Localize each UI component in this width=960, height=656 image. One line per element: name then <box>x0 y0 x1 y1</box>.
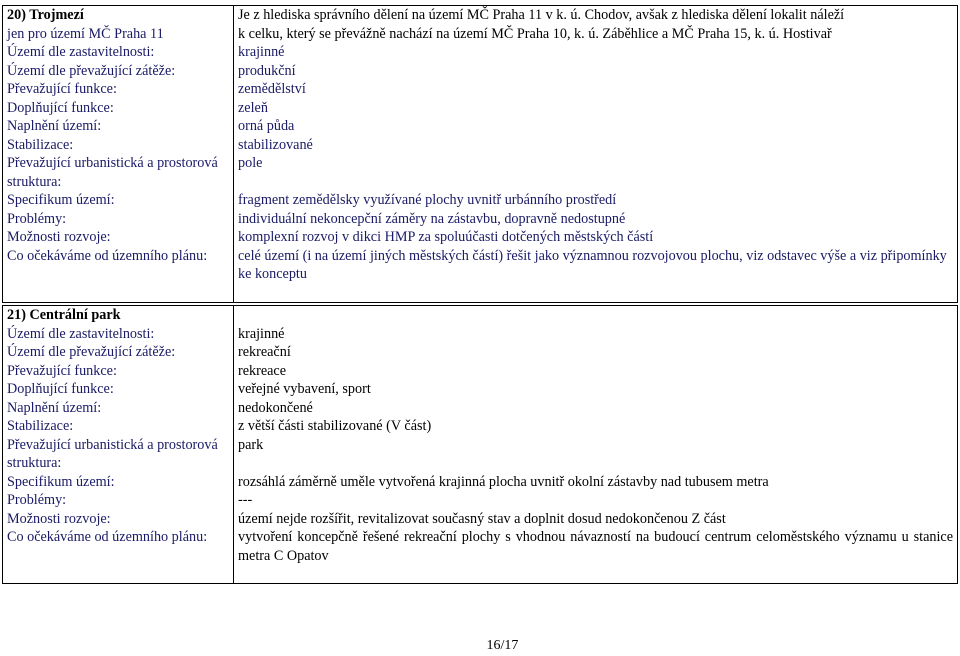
row-label: Převažující urbanistická a prostorová struktura: <box>3 436 234 473</box>
row-label: Území dle zastavitelnosti: <box>3 43 234 62</box>
row-value: celé území (i na území jiných městských částí) řešit jako významnou rozvojovou plochu, viz odstavec výše a viz připomínky ke konceptu <box>234 247 958 284</box>
row-value: stabilizované <box>234 136 958 155</box>
section-21-title: 21) Centrální park <box>7 307 121 323</box>
row-value: krajinné <box>234 325 958 344</box>
row-value: veřejné vybavení, sport <box>234 380 958 399</box>
section-21-table <box>2 305 958 584</box>
row-label: Problémy: <box>3 210 234 229</box>
row-label: Převažující urbanistická a prostorová struktura: <box>3 154 234 191</box>
row-value: rekreační <box>234 343 958 362</box>
row-label: Území dle převažující zátěže: <box>3 62 234 81</box>
row-label: Specifikum území: <box>3 191 234 210</box>
section-20-intro-line-1: Je z hlediska správního dělení na území MČ Praha 11 v k. ú. Chodov, avšak z hlediska dělení lokalit náleží <box>238 7 845 23</box>
section-20-subtitle: jen pro území MČ Praha 11 <box>7 25 164 42</box>
row-value: orná půda <box>234 117 958 136</box>
section-20-intro-line-2: k celku, který se převážně nachází na území MČ Praha 10, k. ú. Záběhlice a MČ Praha 15, k. ú. Hostivař <box>238 25 832 42</box>
row-label: Naplnění území: <box>3 117 234 136</box>
row-label: Převažující funkce: <box>3 80 234 99</box>
row-value: pole <box>234 154 958 191</box>
row-label: Naplnění území: <box>3 399 234 418</box>
row-label: Možnosti rozvoje: <box>3 510 234 529</box>
row-value: z větší části stabilizované (V část) <box>234 417 958 436</box>
row-label: Doplňující funkce: <box>3 99 234 118</box>
row-label: Stabilizace: <box>3 417 234 436</box>
row-value: park <box>234 436 958 473</box>
page-number: 16/17 <box>486 638 519 653</box>
row-label: Doplňující funkce: <box>3 380 234 399</box>
row-value: komplexní rozvoj v dikci HMP za spoluúčasti dotčených městských částí <box>234 228 958 247</box>
row-value: zemědělství <box>234 80 958 99</box>
row-label: Co očekáváme od územního plánu: <box>3 247 234 284</box>
row-label: Specifikum území: <box>3 473 234 492</box>
row-value: nedokončené <box>234 399 958 418</box>
row-value: zeleň <box>234 99 958 118</box>
row-value: vytvoření koncepčně řešené rekreační plochy s vhodnou návazností na budoucí centrum celoměstského významu u stanice metra C Opatov <box>234 528 958 565</box>
section-20-table <box>2 5 958 303</box>
row-value: rekreace <box>234 362 958 381</box>
row-label: Problémy: <box>3 491 234 510</box>
row-value: území nejde rozšířit, revitalizovat současný stav a doplnit dosud nedokončenou Z část <box>234 510 958 529</box>
row-label: Území dle převažující zátěže: <box>3 343 234 362</box>
row-value: rozsáhlá záměrně uměle vytvořená krajinná plocha uvnitř okolní zástavby nad tubusem metra <box>234 473 958 492</box>
row-value: --- <box>234 491 958 510</box>
section-20-title: 20) Trojmezí <box>7 7 84 23</box>
row-value: produkční <box>234 62 958 81</box>
row-label: Možnosti rozvoje: <box>3 228 234 247</box>
row-value: krajinné <box>234 43 958 62</box>
row-value: individuální nekoncepční záměry na zástavbu, dopravně nedostupné <box>234 210 958 229</box>
row-label: Území dle zastavitelnosti: <box>3 325 234 344</box>
row-label: Stabilizace: <box>3 136 234 155</box>
row-value: fragment zemědělsky využívané plochy uvnitř urbánního prostředí <box>234 191 958 210</box>
row-label: Co očekáváme od územního plánu: <box>3 528 234 565</box>
row-label: Převažující funkce: <box>3 362 234 381</box>
